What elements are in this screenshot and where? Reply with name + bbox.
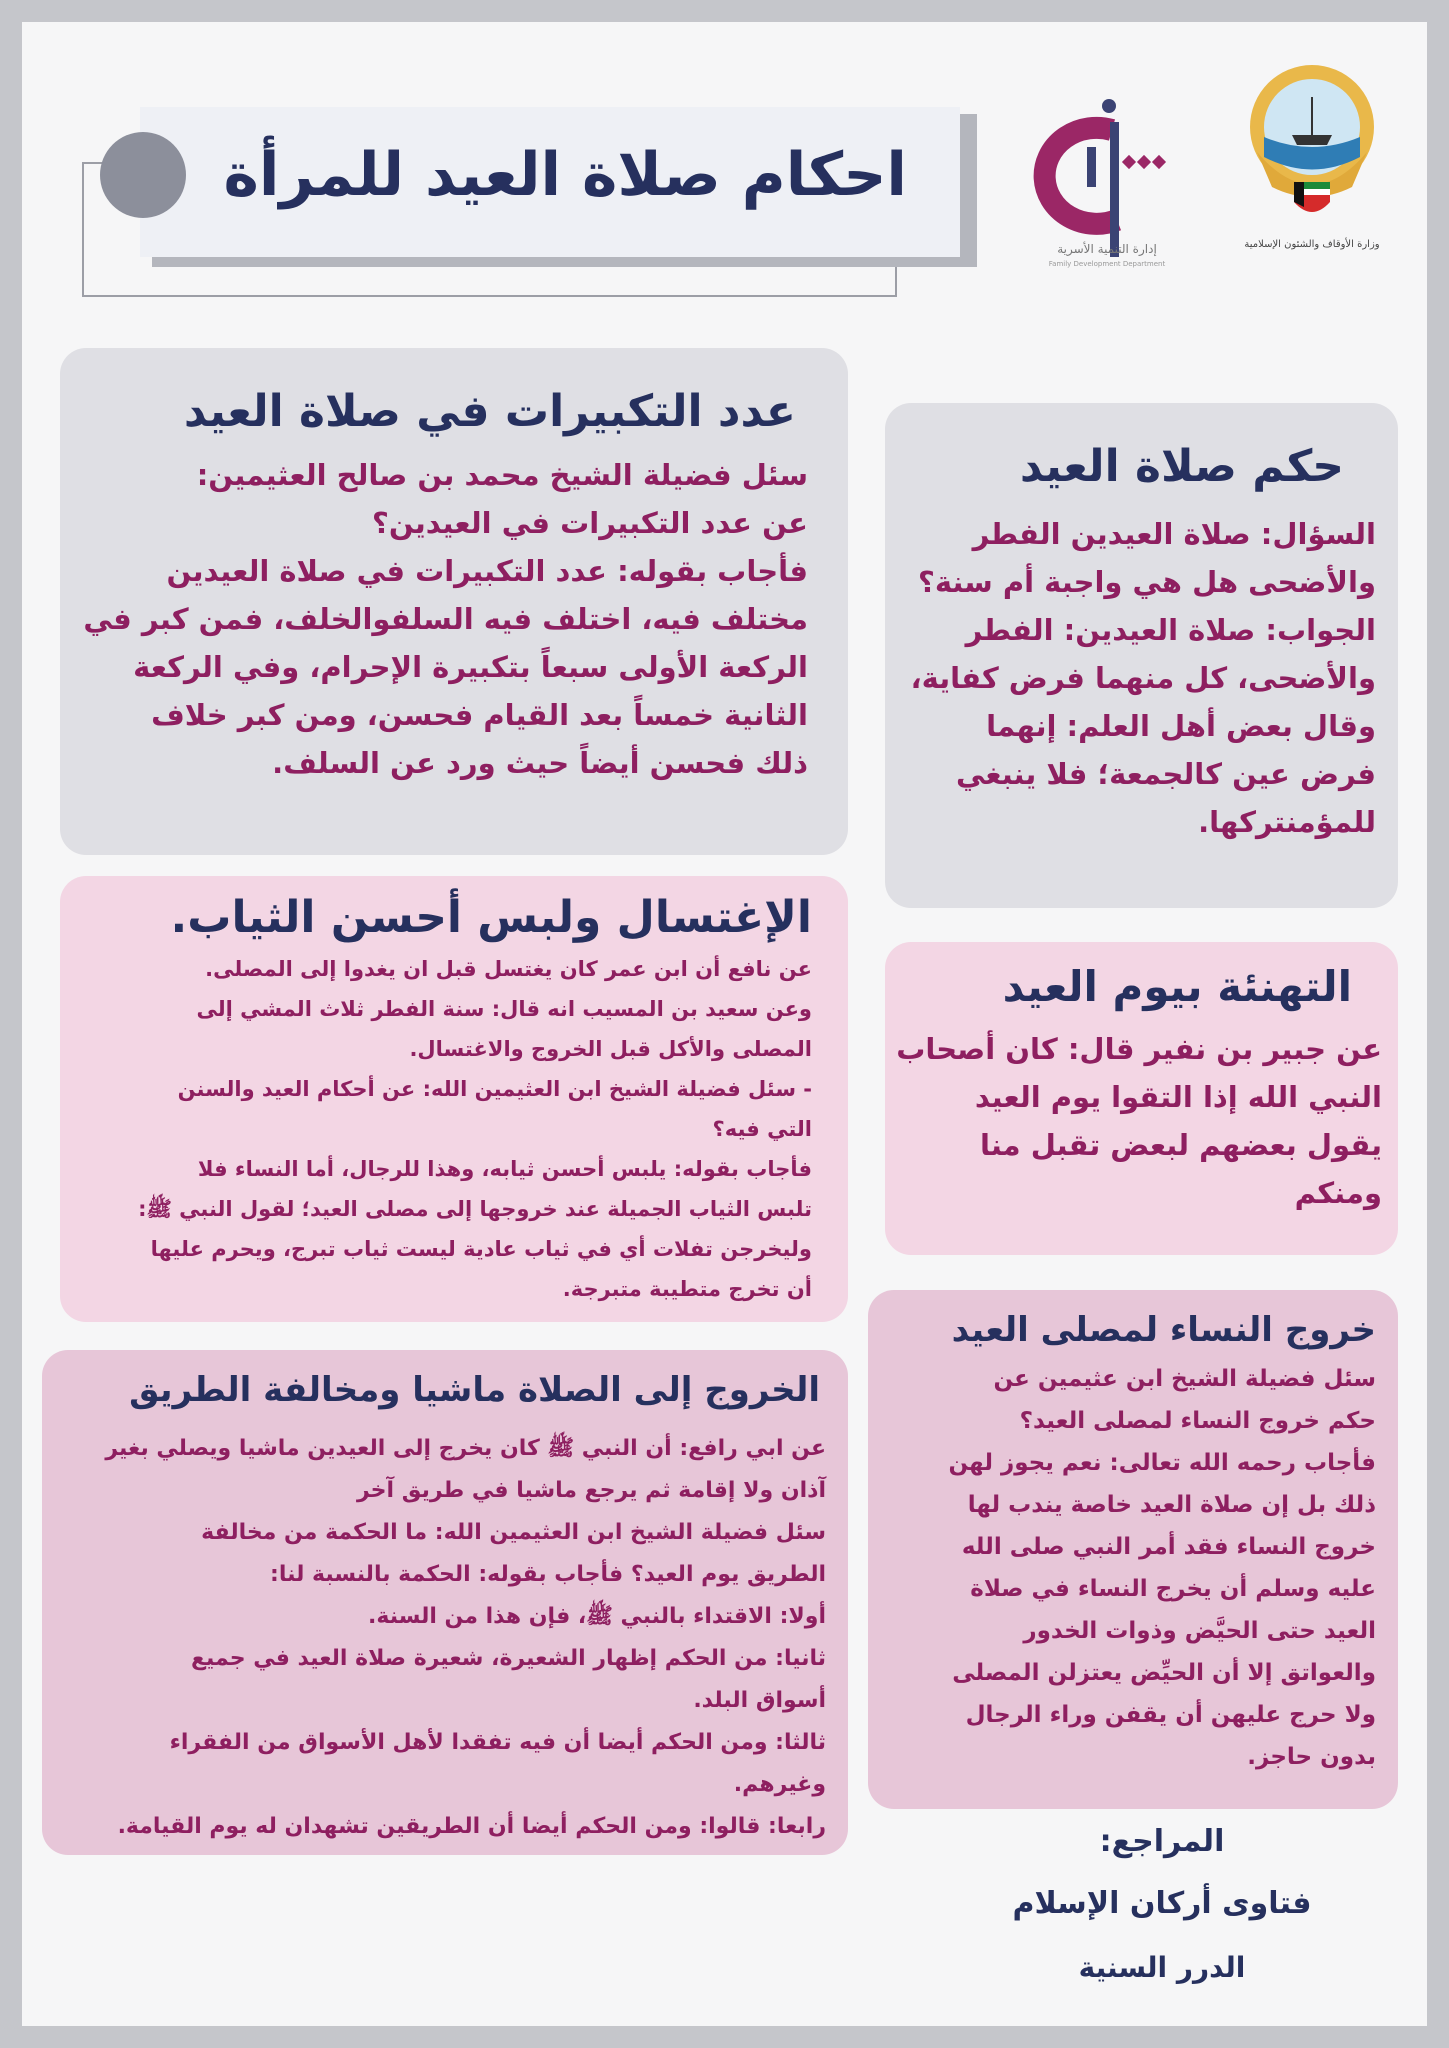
card-title: الإغتسال ولبس أحسن الثياب.	[170, 892, 812, 943]
card-women-going-to-prayer	[868, 1290, 1398, 1809]
body-line: سئل فضيلة الشيخ محمد بن صالح العثيمين:	[196, 458, 808, 492]
body-line: رابعا: قالوا: ومن الحكم أيضا أن الطريقين تشهدان له يوم القيامة.	[117, 1814, 826, 1839]
body-line: - سئل فضيلة الشيخ ابن العثيمين الله: عن أحكام العيد والسنن	[177, 1077, 812, 1101]
card-title: حكم صلاة العيد	[1019, 441, 1344, 492]
body-line: المصلى والأكل قبل الخروج والاغتسال.	[409, 1037, 812, 1061]
family-logo-arabic: إدارة التنمية الأسرية	[1057, 242, 1157, 256]
body-line: عن عدد التكبيرات في العيدين؟	[372, 506, 808, 540]
card-body	[890, 1358, 1376, 1778]
body-line: فرض عين كالجمعة؛ فلا ينبغي	[956, 757, 1376, 791]
body-line: عن نافع أن ابن عمر كان يغتسل قبل ان يغدوا إلى المصلى.	[205, 957, 812, 981]
card-eid-prayer-ruling	[885, 403, 1398, 908]
card-title: عدد التكبيرات في صلاة العيد	[183, 386, 796, 437]
references	[972, 1812, 1352, 2000]
references-label: المراجع:	[1099, 1824, 1225, 1859]
body-line: الطريق يوم العيد؟ فأجاب بقوله: الحكمة بالنسبة لنا:	[270, 1562, 826, 1587]
body-line: عن ابي رافع: أن النبي ﷺ كان يخرج إلى العيدين ماشيا ويصلي بغير	[105, 1436, 826, 1461]
card-body	[907, 510, 1376, 846]
card-title: الخروج إلى الصلاة ماشيا ومخالفة الطريق	[129, 1370, 820, 1410]
body-line: فأجاب بقوله: عدد التكبيرات في صلاة العيدين	[166, 554, 808, 588]
body-line: أسواق البلد.	[693, 1688, 826, 1713]
card-body	[96, 949, 812, 1309]
body-line: حكم خروج النساء لمصلى العيد؟	[1019, 1408, 1376, 1434]
body-line: تلبس الثياب الجميلة عند خروجها إلى مصلى العيد؛ لقول النبي ﷺ:	[138, 1197, 812, 1221]
body-line: عن جبير بن نفير قال: كان أصحاب	[896, 1032, 1382, 1066]
body-line: وليخرجن تفلات أي في ثياب عادية ليست ثياب تبرج، ويحرم عليها	[150, 1237, 812, 1261]
body-line: آذان ولا إقامة ثم يرجع ماشيا في طريق آخر	[357, 1478, 826, 1503]
card-body	[64, 1428, 826, 1848]
body-line: بدون حاجز.	[1247, 1744, 1376, 1770]
banner-circle	[100, 132, 186, 218]
body-line: ثالثا: ومن الحكم أيضا أن فيه تفقدا لأهل الأسواق من الفقراء	[169, 1730, 826, 1755]
body-line: والأضحى، كل منهما فرض كفاية،	[910, 661, 1376, 695]
body-line: ومنكم	[1294, 1176, 1382, 1210]
body-line: الثانية خمساً بعد القيام فحسن، ومن كبر خلاف	[151, 698, 808, 732]
body-line: عليه وسلم أن يخرج النساء في صلاة	[970, 1576, 1376, 1602]
body-line: وغيرهم.	[733, 1772, 826, 1797]
kuwait-emblem-icon	[1232, 57, 1392, 257]
body-line: أن تخرج متطيبة متبرجة.	[562, 1277, 812, 1301]
card-eid-greeting	[885, 942, 1398, 1255]
card-body	[896, 1025, 1382, 1217]
body-line: السؤال: صلاة العيدين الفطر	[972, 517, 1376, 551]
body-line: أولا: الاقتداء بالنبي ﷺ، فإن هذا من السنة.	[368, 1604, 826, 1629]
body-line: سئل فضيلة الشيخ ابن العثيمين الله: ما الحكمة من مخالفة	[201, 1520, 826, 1545]
card-body	[83, 451, 808, 787]
page-title: احكام صلاة العيد للمرأة	[223, 140, 907, 210]
body-line: خروج النساء فقد أمر النبي صلى الله	[961, 1534, 1376, 1560]
family-development-logo	[1017, 92, 1217, 292]
body-line: وعن سعيد بن المسيب انه قال: سنة الفطر ثلاث المشي إلى	[196, 997, 812, 1021]
body-line: يقول بعضهم لبعض تقبل منا	[979, 1128, 1382, 1162]
body-line: الجواب: صلاة العيدين: الفطر	[965, 613, 1376, 647]
body-line: فأجاب رحمه الله تعالى: نعم يجوز لهن	[948, 1450, 1376, 1476]
reference-item: الدرر السنية	[1078, 1951, 1246, 1984]
body-line: للمؤمنتركها.	[1198, 805, 1376, 839]
reference-item: فتاوى أركان الإسلام	[1012, 1886, 1312, 1921]
body-line: ولا حرج عليهن أن يقفن وراء الرجال	[965, 1702, 1376, 1728]
emblem-caption: وزارة الأوقاف والشئون الإسلامية	[1244, 239, 1380, 250]
body-line: والعواتق إلا أن الحيِّض يعتزلن المصلى	[952, 1660, 1376, 1686]
poster	[22, 22, 1427, 2026]
ministry-emblem-logo	[1232, 57, 1392, 257]
card-takbirat-count	[60, 348, 848, 855]
body-line: التي فيه؟	[712, 1117, 812, 1141]
card-bathing-clothing	[60, 876, 848, 1322]
body-line: سئل فضيلة الشيخ ابن عثيمين عن	[993, 1366, 1376, 1392]
body-line: ذلك فحسن أيضاً حيث ورد عن السلف.	[272, 746, 808, 780]
family-logo-english: Family Development Department	[1048, 260, 1166, 268]
body-line: فأجاب بقوله: يلبس أحسن ثيابه، وهذا للرجال، أما النساء فلا	[197, 1157, 812, 1181]
body-line: الركعة الأولى سبعاً بتكبيرة الإحرام، وفي الركعة	[133, 650, 808, 684]
card-title: خروج النساء لمصلى العيد	[951, 1310, 1376, 1350]
body-line: العيد حتى الحيَّض وذوات الخدور	[1023, 1618, 1376, 1644]
card-title: التهنئة بيوم العيد	[1002, 962, 1352, 1011]
body-line: مختلف فيه، اختلف فيه السلفوالخلف، فمن كبر في	[83, 602, 808, 636]
body-line: وقال بعض أهل العلم: إنهما	[986, 709, 1376, 743]
body-line: النبي الله إذا التقوا يوم العيد	[974, 1080, 1382, 1114]
card-walking-different-route	[42, 1350, 848, 1855]
body-line: ذلك بل إن صلاة العيد خاصة يندب لها	[967, 1492, 1376, 1518]
body-line: ثانيا: من الحكم إظهار الشعيرة، شعيرة صلاة العيد في جميع	[190, 1646, 826, 1671]
body-line: والأضحى هل هي واجبة أم سنة؟	[918, 565, 1376, 599]
